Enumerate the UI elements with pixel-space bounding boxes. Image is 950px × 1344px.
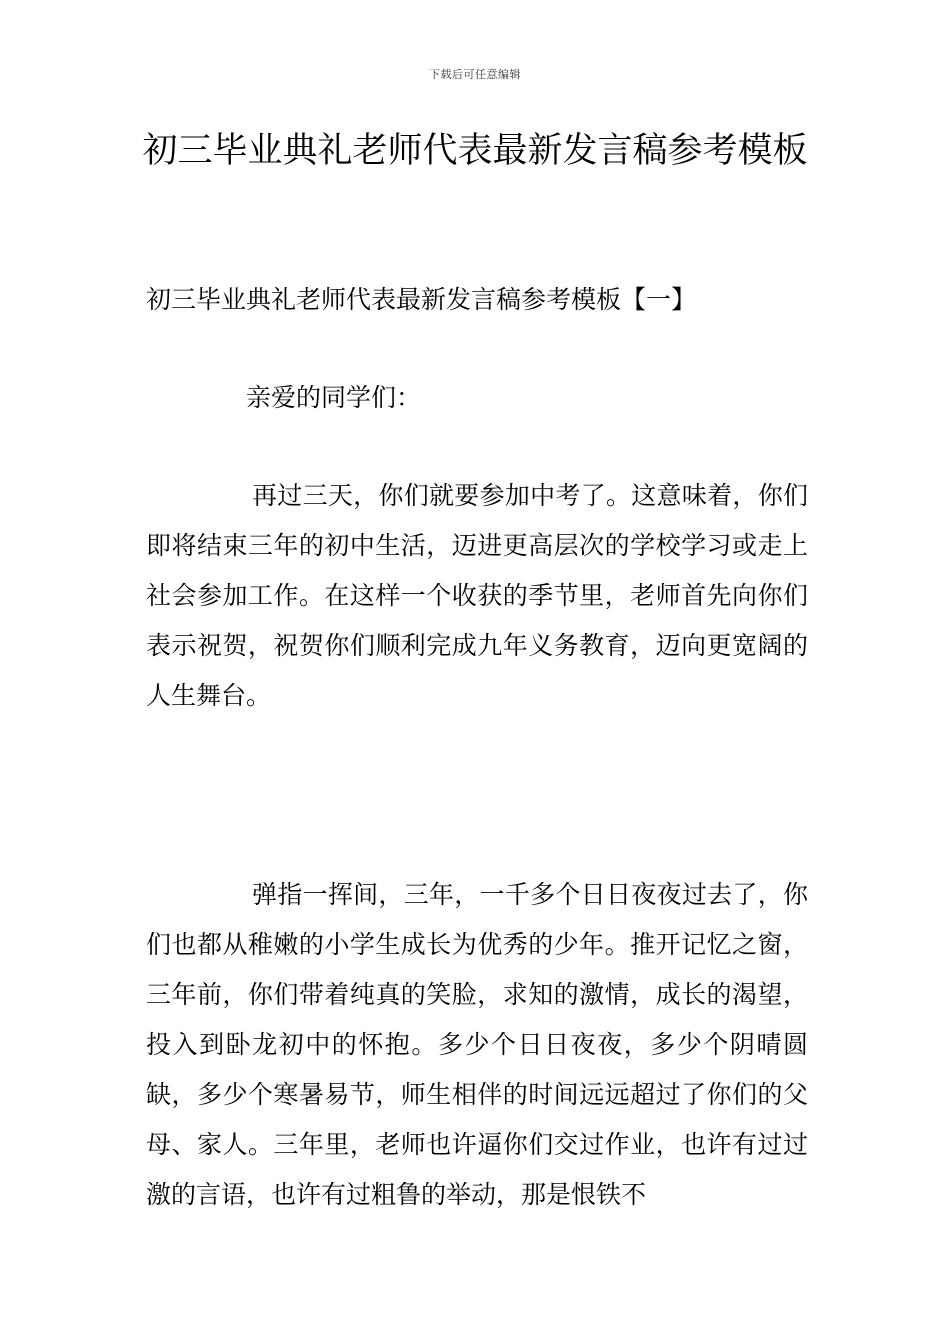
greeting: 亲爱的同学们： [246,383,422,412]
paragraph-1: 再过三天，你们就要参加中考了。这意味着，你们即将结束三年的初中生活，迈进更高层次的学校学习或走上社会参加工作。在这样一个收获的季节里，老师首先向你们表示祝贺，祝贺你们顺利完成九年义务教育，迈向更宽阔的人生舞台。 [146,481,808,710]
header-note: 下载后可任意编辑 [429,68,521,81]
section-heading: 初三毕业典礼老师代表最新发言稿参考模板【一】 [146,285,697,314]
document-title: 初三毕业典礼老师代表最新发言稿参考模板 [142,131,808,171]
paragraph-2: 弹指一挥间，三年，一千多个日日夜夜过去了，你们也都从稚嫩的小学生成长为优秀的少年。推开记忆之窗，三年前，你们带着纯真的笑脸，求知的激情，成长的渴望，投入到卧龙初中的怀抱。多少个日日夜夜，多少个阴晴圆缺，多少个寒暑易节，师生相伴的时间远远超过了你们的父母、家人。三年里，老师也许逼你们交过作业，也许有过过激的言语，也许有过粗鲁的举动，那是恨铁不 [146,880,808,1209]
